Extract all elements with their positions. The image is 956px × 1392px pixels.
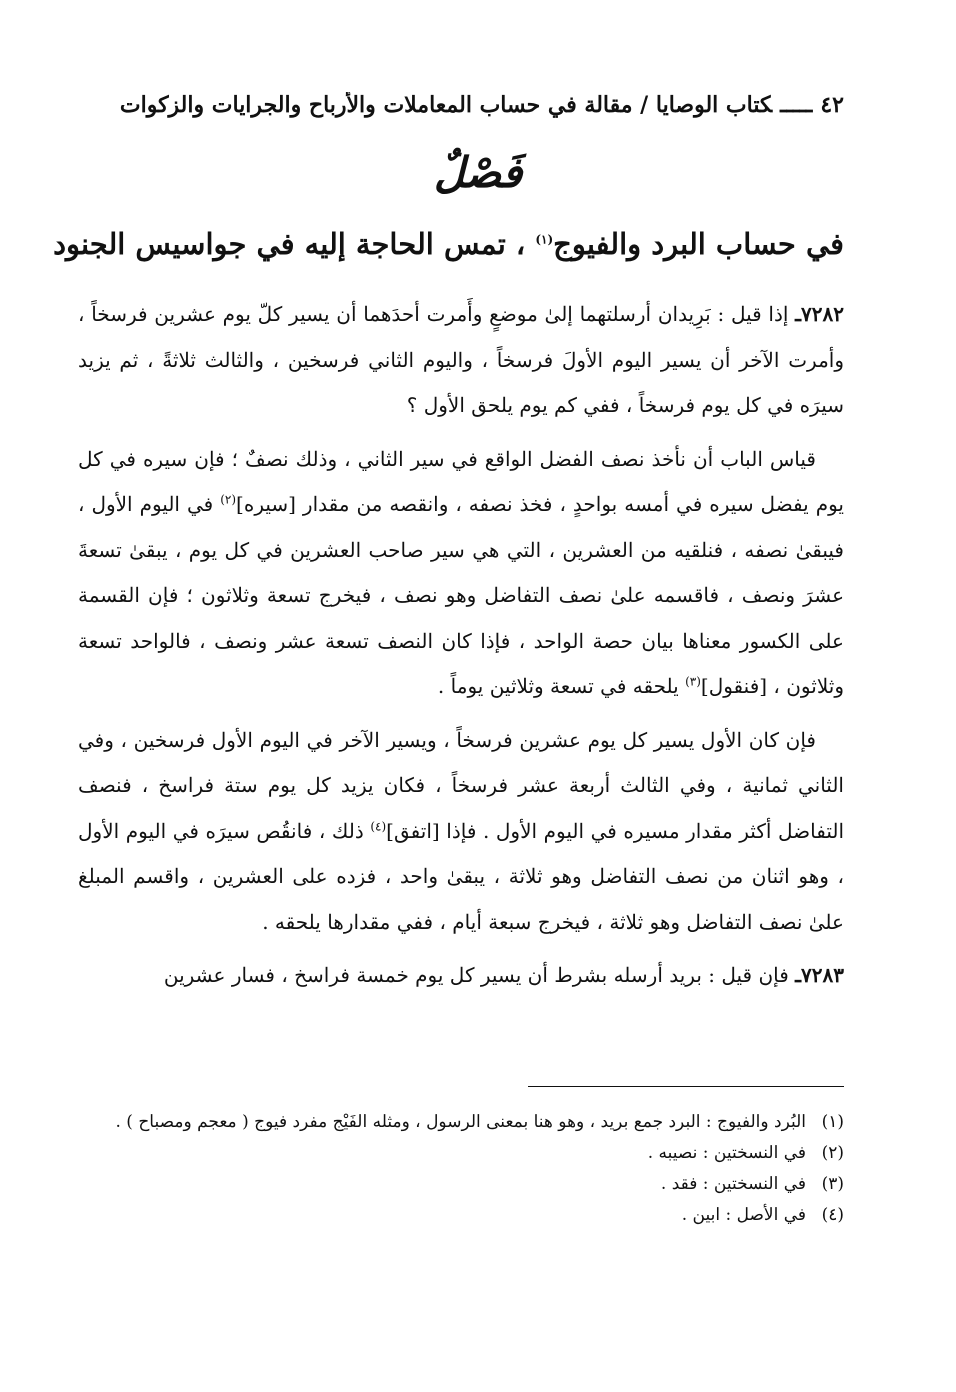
paragraph-text: فإن كان الأول يسير كل يوم عشرين فرسخاً ، ويسير الآخر في اليوم الأول فرسخين ، وفي الثاني ثمانية ، وفي الثالث أربعة عشر فرسخاً ، فكان يزيد كل يوم ستة فراسخ ، فنصف التفاضل أكثر مقدار مسيره في اليوم الأول . فإذا [اتفق]	[78, 727, 844, 843]
running-header	[78, 92, 844, 118]
running-title: كتاب الوصايا / مقالة في حساب المعاملات والأرباح والجرايات والزكوات	[119, 92, 773, 118]
section-title-main: في حساب البرد والفيوج	[553, 227, 844, 261]
paragraph-text: ذلك ، فانقُص سيرَه في اليوم الأول ، وهو اثنان من نصف التفاضل وهو ثلاثة ، يبقىٰ واحد ، فزده على العشرين ، واقسم المبلغ علىٰ نصف التفاضل وهو ثلاثة ، فيخرج سبعة أيام ، ففي مقدارها يلحقه .	[78, 818, 844, 934]
footnote-text: البُرد والفيوج : البرد جمع بريد ، وهو هنا بمعنى الرسول ، ومثله الفَيْج مفرد فيوج ( معجم ومصباح ) .	[115, 1112, 806, 1132]
paragraph-text: فإن قيل : بريد أرسله بشرط أن يسير كل يوم خمسة فراسخ ، فسار عشرين	[163, 963, 796, 987]
header-separator: ـــــ	[780, 92, 813, 118]
section-title	[53, 222, 844, 266]
footnotes	[78, 1108, 844, 1232]
footnote-number: (٢)	[821, 1143, 844, 1163]
footnote-item	[78, 1170, 844, 1199]
footnote-ref-2: (٢)	[220, 492, 237, 507]
page-number: ٤٢	[820, 92, 844, 118]
footnote-item	[78, 1139, 844, 1168]
paragraph-7282	[78, 292, 844, 429]
paragraph-7283	[78, 953, 844, 999]
footnote-divider	[528, 1086, 844, 1087]
paragraph-text: قياس الباب أن نأخذ نصف الفضل الواقع في سير الثاني ، وذلك نصفٌ ؛ فإن سيره في كل يوم يفضل سيره في أمسه بواحدٍ ، فخذ نصفه ، وانقصه من مقدار [سيره]	[78, 446, 845, 516]
paragraph-explanation	[78, 437, 844, 710]
footnote-ref-4: (٤)	[370, 818, 387, 833]
footnote-number: (٣)	[821, 1174, 844, 1194]
footnote-ref-3: (٣)	[685, 674, 701, 689]
paragraph-second-case	[78, 718, 844, 946]
section-heading-word: فَصْلٌ	[433, 148, 523, 197]
issue-number: ٧٢٨٢ـ	[795, 302, 844, 326]
footnote-text: في النسختين : نصيبه .	[647, 1143, 806, 1163]
footnote-number: (٤)	[821, 1205, 844, 1225]
footnote-ref-1: (١)	[535, 232, 554, 247]
section-title-rest: ، تمس الحاجة إليه في جواسيس الجنود	[53, 227, 536, 261]
paragraph-text: في اليوم الأول ، فيبقىٰ نصفه ، فنلقيه من العشرين ، التي هي سير صاحب العشرين في كل يوم ، يبقىٰ تسعةَ عشرَ ونصف ، فاقسمه علىٰ نصف التفاضل وهو نصف ، فيخرج تسعة وثلاثون ؛ فإن القسمة على الكسور معناها بيان حصة الواحد ، فإذا كان النصف تسعة عشر ونصف ، فالواحد تسعة وثلاثون ، [فنقول]	[78, 492, 844, 698]
paragraph-text: إذا قيل : بَرِيدان أرسلتهما إلىٰ موضعٍ وأَمرت أحدَهما أن يسير كلّ يوم عشرين فرسخاً ، وأمرت الآخر أن يسير اليوم الأولَ فرسخاً ، واليوم الثاني فرسخين ، والثالث ثلاثةً ، ثم يزيد سيرَه في كل يوم فرسخاً ، ففي كم يوم يلحق الأول ؟	[78, 302, 844, 417]
footnote-number: (١)	[821, 1112, 844, 1132]
issue-number: ٧٢٨٣ـ	[795, 963, 844, 987]
footnote-text: في النسختين : فقد .	[660, 1174, 806, 1194]
body-text	[78, 292, 844, 1007]
footnote-text: في الأصل : ابين .	[681, 1205, 806, 1225]
footnote-item	[78, 1108, 844, 1137]
footnote-item	[78, 1201, 844, 1230]
paragraph-text: يلحقه في تسعة وثلاثين يوماً .	[437, 674, 686, 698]
